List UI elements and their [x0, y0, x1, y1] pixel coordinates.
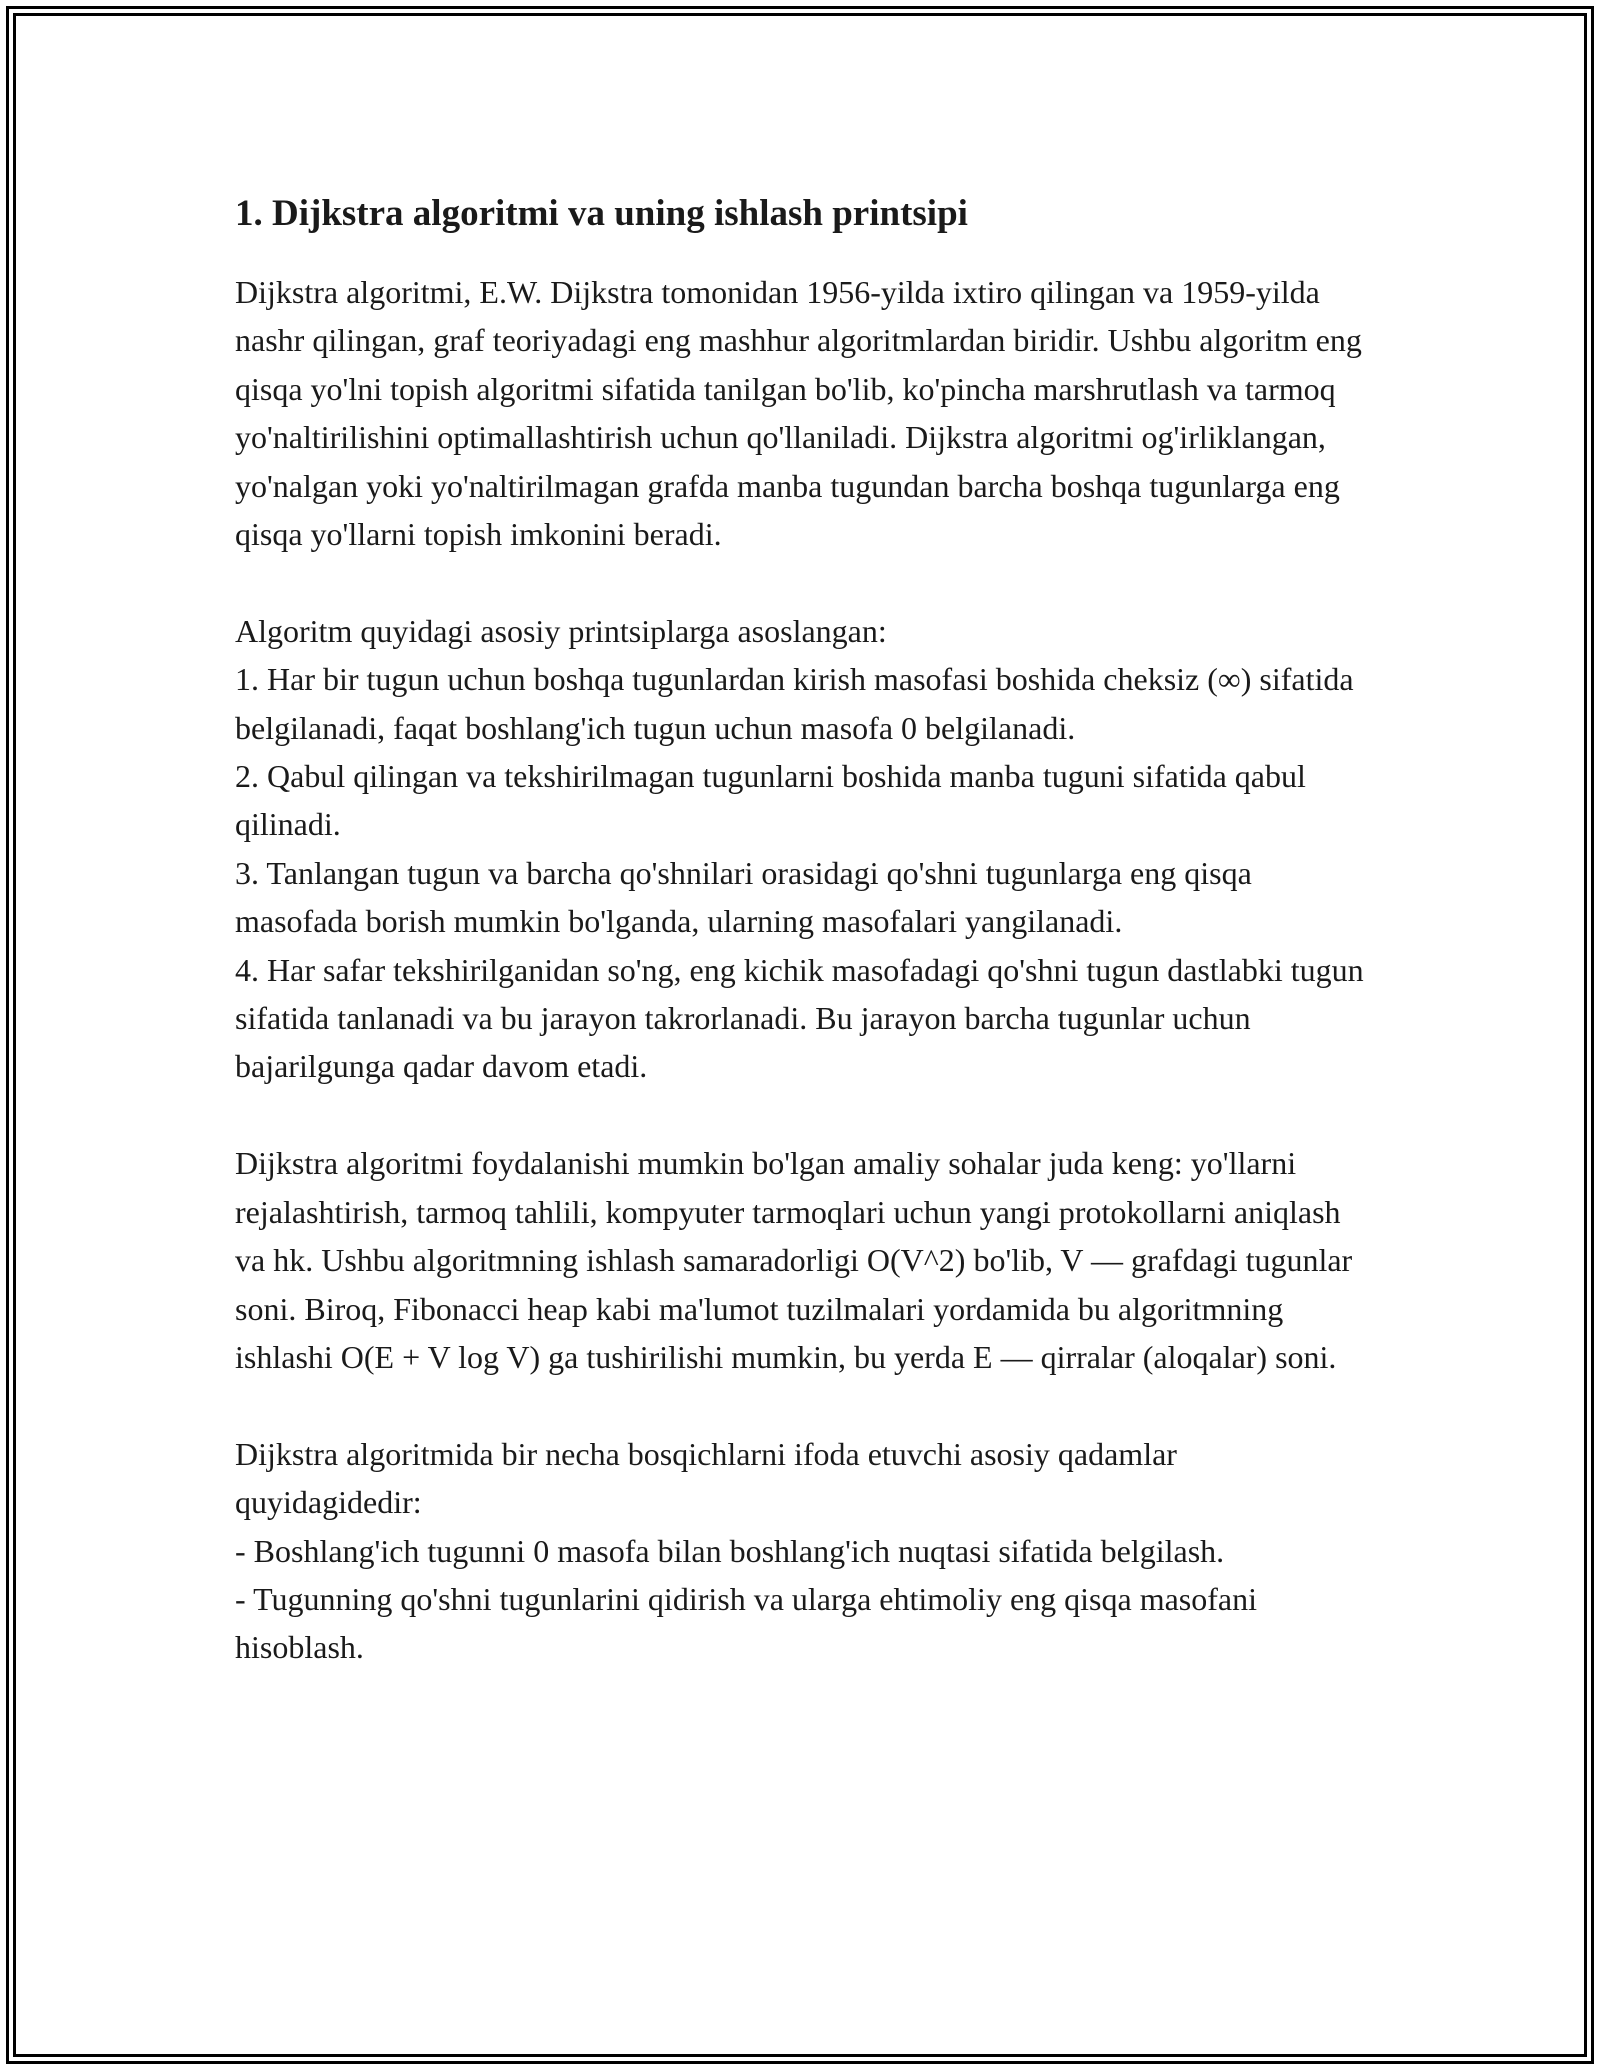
principle-item-3: 3. Tanlangan tugun va barcha qo'shnilari orasidagi qo'shni tugunlarga eng qisqa masofada borish mumkin bo'lganda, ularning masofalari yangilanadi.	[235, 854, 1252, 940]
principle-item-1: 1. Har bir tugun uchun boshqa tugunlardan kirish masofasi boshida cheksiz (∞) sifatida belgilanadi, faqat boshlang'ich tugun uchun masofa 0 belgilanadi.	[235, 661, 1354, 746]
principle-item-2: 2. Qabul qilingan va tekshirilmagan tugunlarni boshida manba tuguni sifatida qabul qilinadi.	[235, 758, 1306, 843]
principle-item-4: 4. Har safar tekshirilganidan so'ng, eng kichik masofadagi qo'shni tugun dastlabki tugun sifatida tanlanadi va bu jarayon takrorlanadi. Bu jarayon barcha tugunlar uchun bajarilgunga qadar davom etadi.	[235, 951, 1364, 1085]
paragraph-spacer	[235, 1381, 1365, 1429]
step-item-2: - Tugunning qo'shni tugunlarini qidirish va ularga ehtimoliy eng qisqa masofani hisoblash.	[235, 1580, 1257, 1666]
document-body	[235, 188, 1365, 1672]
steps-intro: Dijkstra algoritmida bir necha bosqichlarni ifoda etuvchi asosiy qadamlar quyidagidedir:	[235, 1435, 1177, 1521]
applications-paragraph: Dijkstra algoritmi foydalanishi mumkin bo'lgan amaliy sohalar juda keng: yo'llarni rejalashtirish, tarmoq tahlili, kompyuter tarmoqlari uchun yangi protokollarni aniqlash va hk. Ushbu algoritmning ishlash samaradorligi O(V^2) bo'lib, V — grafdagi tugunlar soni. Biroq, Fibonacci heap kabi ma'lumot tuzilmalari yordamida bu algoritmning ishlashi O(E + V log V) ga tushirilishi mumkin, bu yerda E — qirralar (aloqalar) soni.	[235, 1145, 1353, 1375]
step-item-1: - Boshlang'ich tugunni 0 masofa bilan boshlang'ich nuqtasi sifatida belgilash.	[235, 1532, 1225, 1569]
intro-paragraph: Dijkstra algoritmi, E.W. Dijkstra tomonidan 1956-yilda ixtiro qilingan va 1959-yilda nashr qilingan, graf teoriyadagi eng mashhur algoritmlardan biridir. Ushbu algoritm eng qisqa yo'lni topish algoritmi sifatida tanilgan bo'lib, ko'pincha marshrutlash va tarmoq yo'naltirilishini optimallashtirish uchun qo'llaniladi. Dijkstra algoritmi og'irliklangan, yo'nalgan yoki yo'naltirilmagan grafda manba tugundan barcha boshqa tugunlarga eng qisqa yo'llarni topish imkonini beradi.	[235, 274, 1362, 553]
principles-intro: Algoritm quyidagi asosiy printsiplarga asoslangan:	[235, 612, 887, 649]
section-title: 1. Dijkstra algoritmi va uning ishlash printsipi	[235, 193, 968, 234]
paragraph-spacer	[235, 1091, 1365, 1139]
paragraph-spacer	[235, 558, 1365, 606]
